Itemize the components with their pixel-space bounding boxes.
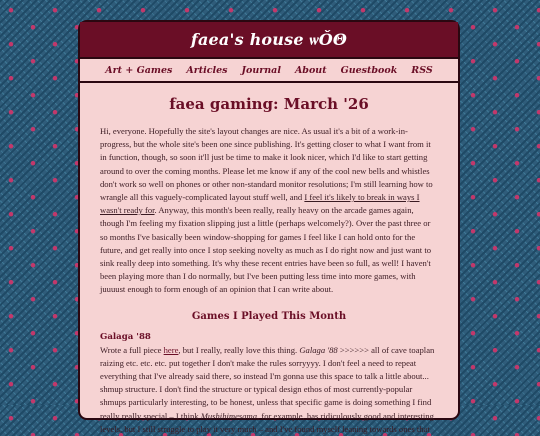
game-paragraph — [100, 344, 438, 436]
game-text-2: , but I really, really love this thing. — [178, 344, 300, 355]
nav-about[interactable]: About — [294, 64, 327, 76]
post-title: faea gaming: March '26 — [169, 95, 369, 113]
section-title: Games I Played This Month — [191, 310, 347, 322]
intro-paragraph — [100, 125, 438, 297]
nav-rss[interactable]: RSS — [411, 64, 433, 76]
break-link[interactable]: I feel it's likely to break in ways I wasn't ready for — [100, 192, 420, 216]
site-title[interactable]: faea's house ѡǑΘ — [190, 29, 348, 49]
mushihimesama-italic: Mushihimesama — [200, 410, 258, 421]
main-nav — [80, 59, 458, 83]
game-text-1: Wrote a full piece — [100, 344, 164, 355]
nav-articles[interactable]: Articles — [186, 64, 228, 76]
site-header — [80, 22, 458, 59]
nav-art-games[interactable]: Art + Games — [105, 64, 173, 76]
intro-text-2: . Anyway, this month's been really, really heavy on the arcade games again, though I'm feeling my fixation slipping just a little (perhaps welcomely?). Over the past three or so months I've basically been window-shopping for games I feel like I can hold onto for the future, and get really into once I stop seeking novelty as much as I do right now and just want to sink really deep into something. It's why these recent entries have been so full, as well! I haven't been playing more than I do normally, but I've been putting less time into more games, with juuuust enough to form enough of an opinion that I can write about. — [100, 205, 432, 295]
page-frame — [78, 20, 460, 434]
here-link[interactable]: here — [163, 344, 179, 355]
nav-journal[interactable]: Journal — [241, 64, 281, 76]
post-content — [80, 83, 458, 436]
game-text-4: , for example, has ridiculously good and interesting levels, but I still struggle to play it very much – and I've found myself leaning towards ones that — [100, 410, 434, 434]
intro-text-1: Hi, everyone. Hopefully the site's layout changes are nice. As usual it's a bit of a work-in-progress, but the whole site's been one since publishing. It's getting closer to what I want from it in function, though, so soon it'll just be time to make it look nicer, which I'd like to start getting around to over the coming months. Please let me know if any of the cool new bells and whistles don't work so well on phones or other non-standard monitor resolutions; I'm still learning how to wrangle all this vaguely-complicated layout stuff well, and — [100, 126, 433, 203]
game-title: Galaga '88 — [100, 331, 151, 342]
game-text-3: >>>>>> all of cave toaplan raizing etc. etc. etc. put together I don't make the rules sorryyyy. I don't feel a need to repeat everything that I've already said there, so instead I'm gonna use this space to talk a little about... shmup structure. I don't find the structure or typical design ethos of most currently-popular shmups particularly interesting, to be honest, unless that specific game is doing something I find really really special – I think — [100, 344, 435, 421]
game-title-italic: Galaga '88 — [299, 344, 338, 355]
nav-guestbook[interactable]: Guestbook — [340, 64, 398, 76]
